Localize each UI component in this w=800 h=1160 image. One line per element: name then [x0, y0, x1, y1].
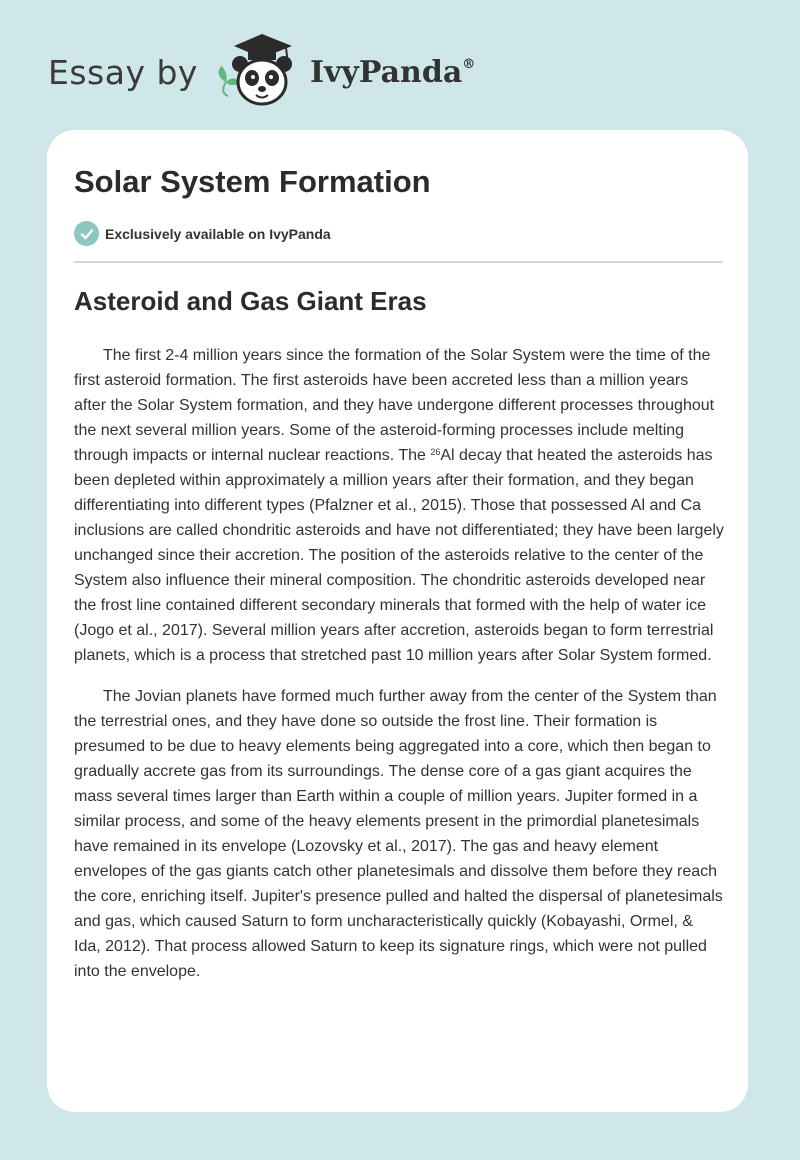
registered-mark: ®: [462, 56, 476, 72]
section-heading: Asteroid and Gas Giant Eras: [74, 286, 427, 316]
panda-logo-icon[interactable]: [212, 32, 304, 112]
essay-card: [47, 130, 748, 1112]
badge-text: Exclusively available on IvyPanda: [105, 225, 331, 242]
essay-by-label: Essay by: [48, 52, 198, 92]
paragraph-2: The Jovian planets have formed much further away from the center of the System than the terrestrial ones, and they have done so outside the frost line. Their formation is presumed to be due to heavy elements being aggregated into a core, which then began to gradually accrete gas from its surroundings. The dense core of a gas giant acquires the mass several times larger than Earth within a couple of million years. Jupiter formed in a similar process, and some of the heavy elements present in the primordial planetesimals have remained in its envelope (Lozovsky et al., 2017). The gas and heavy element envelopes of the gas giants catch other planetesimals and dissolve them before they reach the core, enriching itself. Jupiter's presence pulled and halted the dispersal of planetesimals and gas, which caused Saturn to form uncharacteristically quickly (Kobayashi, Ormel, & Ida, 2012). That process allowed Saturn to keep its signature rings, which were not pulled into the envelope.: [74, 688, 723, 980]
leaf-icon: [218, 66, 237, 96]
paragraph-1: The first 2-4 million years since the formation of the Solar System were the time of the first asteroid formation. The first asteroids have been accreted less than a million years after the Solar System formation, and they have undergone different processes throughout the next several million years. Some of the asteroid-forming processes include melting through impacts or internal nuclear reactions. The $^{26}$Al decay that heated the asteroids has been depleted within approximately a million years after their formation, and they began differentiating into different types (Pfalzner et al., 2015). Those that possessed Al and Ca inclusions are called chondritic asteroids and have not differentiated; they have been largely unchanged since their accretion. The position of the asteroids relative to the center of the System also influence their mineral composition. The chondritic asteroids developed near the frost line contained different secondary minerals that formed with the help of water ice (Jogo et al., 2017). Several million years after accretion, asteroids began to form terrestrial planets, which is a process that stretched past 10 million years after Solar System formed.: [74, 347, 724, 664]
check-icon: [74, 221, 99, 246]
site-header: [48, 32, 475, 112]
page-title: Solar System Formation: [74, 164, 431, 199]
exclusive-badge: [74, 221, 331, 246]
article-body: [74, 343, 724, 1000]
brand-name[interactable]: IvyPanda®: [309, 54, 476, 90]
superscript: 26: [430, 447, 441, 457]
divider: [74, 261, 723, 263]
